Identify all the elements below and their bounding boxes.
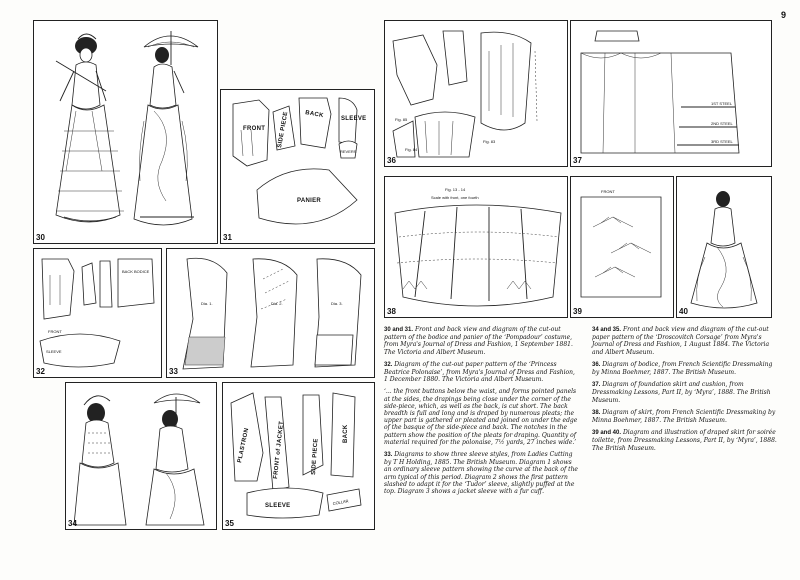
- plate-39-diagram: [571, 177, 673, 317]
- piece-label: SIDE PIECE: [277, 111, 290, 149]
- piece-label: Scale with front, one fourth: [431, 195, 479, 200]
- plate-33: [166, 248, 375, 378]
- piece-label: FRONT: [48, 329, 62, 334]
- piece-label: PANIER: [297, 198, 322, 204]
- piece-label: REVERS: [340, 149, 357, 154]
- caption-30-31: [384, 326, 580, 356]
- plate-number: 32: [36, 367, 45, 376]
- caption-text: Diagram and illustration of draped skirt for soirée toilette, from Dressmaking Lessons, Part II, by ‘Myra’, 1888. The British Museum.: [592, 429, 777, 452]
- caption-text: Diagrams to show three sleeve styles, from Ladies Cutting by T H Holding, 1885. The British Museum. Diagram 1 shows an ordinary sleeve pattern showing the curve at the back of the arm typical of this period. Diagram 2 shows the first pattern slashed to adapt it for the ‘Tudor’ sleeve, slightly puffed at the top. Diagram 3 shows a jacket sleeve with a fur cuff.: [384, 451, 578, 496]
- piece-label: Fig. 13 - 14: [445, 187, 466, 192]
- plate-40: [676, 176, 772, 318]
- plate-number: 31: [223, 233, 232, 242]
- piece-label: Dia. 1.: [201, 301, 213, 306]
- piece-label: Fig. 83: [483, 139, 496, 144]
- piece-label: BACK: [343, 424, 349, 443]
- piece-label: SLEEVE: [265, 503, 291, 509]
- piece-label: Dia. 3.: [331, 301, 343, 306]
- captions-left-column: [384, 326, 580, 500]
- caption-number: 30 and 31.: [384, 327, 414, 333]
- piece-label: FRONT: [243, 126, 266, 132]
- plate-40-illustration: [677, 177, 771, 317]
- plate-number: 37: [573, 156, 582, 165]
- plate-38: [384, 176, 568, 318]
- piece-label: Fig. 84: [405, 147, 418, 152]
- piece-label: BACK: [304, 110, 324, 120]
- caption-38: [592, 409, 778, 424]
- caption-32-quote: [384, 388, 580, 446]
- caption-text: Diagram of bodice, from French Scientific Dressmaking by Minna Boehmer, 1887. The British Museum.: [592, 360, 773, 377]
- caption-text: Front and back view and diagram of the cut-out paper pattern of the ‘Droscovitch Corsage’ from Myra's Journal of Dress and Fashion, 1 August 1884. The Victoria and Albert Museum.: [592, 326, 770, 356]
- piece-label: 3RD STEEL: [711, 139, 733, 144]
- plate-33-diagram: [167, 249, 374, 377]
- plate-37-diagram: [571, 21, 771, 166]
- plate-38-diagram: [385, 177, 567, 317]
- plate-36: [384, 20, 568, 167]
- caption-text: Diagram of foundation skirt and cushion, from Dressmaking Lessons, Part II, by ‘Myra’, 1888. The British Museum.: [592, 381, 771, 404]
- caption-number: 33.: [384, 452, 393, 459]
- page-number: 9: [781, 10, 787, 20]
- piece-label: Fig. 85: [395, 117, 408, 122]
- caption-36: [592, 361, 778, 376]
- caption-text: Front and back view and diagram of the cut-out pattern of the bodice and panier of the ‘Pompadour’ costume, from Myra's Journal of Dress and Fashion, 1 September 1881. The Victoria and Albert Museum.: [384, 326, 573, 356]
- caption-34-35: [592, 326, 778, 356]
- piece-label: FRONT: [601, 189, 615, 194]
- caption-text: Diagram of skirt, from French Scientific Dressmaking by Minna Boehmer, 1887. The British Museum.: [592, 408, 776, 425]
- piece-label: FRONT of JACKET: [273, 420, 286, 480]
- plate-number: 30: [36, 233, 45, 242]
- caption-32: [384, 361, 580, 384]
- piece-label: 2ND STEEL: [711, 121, 733, 126]
- caption-number: 32.: [384, 361, 393, 368]
- plate-31-diagram: [221, 90, 374, 243]
- piece-label: SLEEVE: [341, 116, 367, 122]
- piece-label: COLLAR: [332, 498, 349, 506]
- caption-number: 34 and 35.: [592, 327, 622, 333]
- caption-number: 37.: [592, 382, 601, 389]
- caption-39-40: [592, 429, 778, 452]
- plate-number: 35: [225, 519, 234, 528]
- piece-label: PLASTRON: [237, 427, 251, 464]
- caption-33: [384, 451, 580, 495]
- plate-35: [222, 382, 375, 530]
- caption-number: 38.: [592, 409, 601, 416]
- plate-number: 40: [679, 307, 688, 316]
- captions-right-column: [592, 326, 778, 457]
- plate-36-diagram: [385, 21, 567, 166]
- piece-label: 1ST STEEL: [711, 101, 733, 106]
- plate-34-illustration: [66, 383, 216, 529]
- plate-35-diagram: [223, 383, 374, 529]
- caption-number: 36.: [592, 361, 601, 368]
- caption-text: Diagram of the cut-out paper pattern of the ‘Princess Beatrice Polonaise’, from Myra's Journal of Dress and Fashion, 1 December 1880. The Victoria and Albert Museum.: [384, 360, 575, 384]
- piece-label: SIDE PIECE: [311, 438, 320, 476]
- piece-label: BACK BODICE: [122, 269, 150, 274]
- plate-30-illustration: [34, 21, 217, 243]
- plate-number: 39: [573, 307, 582, 316]
- piece-label: Dia. 2.: [271, 301, 283, 306]
- plate-number: 36: [387, 156, 396, 165]
- plate-number: 34: [68, 519, 77, 528]
- plate-number: 38: [387, 307, 396, 316]
- plate-39: [570, 176, 674, 318]
- piece-label: SLEEVE: [46, 349, 62, 354]
- plate-31: [220, 89, 375, 244]
- caption-text: ‘... the front buttons below the waist, and forms pointed panels at the sides, the drapings being close under the corner of the side-piece, which, as well as the back, is cut short. The back breadth is full and long and is draped by numerous pleats; the upper part is gathered or pleated and joined on under the edge of the basque of the side-piece and back. The notches in the pattern show the position of the pleats for draping. Quantity of material required for the polonaise, 7½ yards, 27 inches wide.’: [384, 388, 578, 446]
- caption-37: [592, 381, 778, 404]
- plate-32: [33, 248, 162, 378]
- plate-30: [33, 20, 218, 244]
- plate-37: [570, 20, 772, 167]
- caption-number: 39 and 40.: [592, 430, 622, 437]
- plate-number: 33: [169, 367, 178, 376]
- plate-34: [65, 382, 217, 530]
- plate-32-diagram: [34, 249, 161, 377]
